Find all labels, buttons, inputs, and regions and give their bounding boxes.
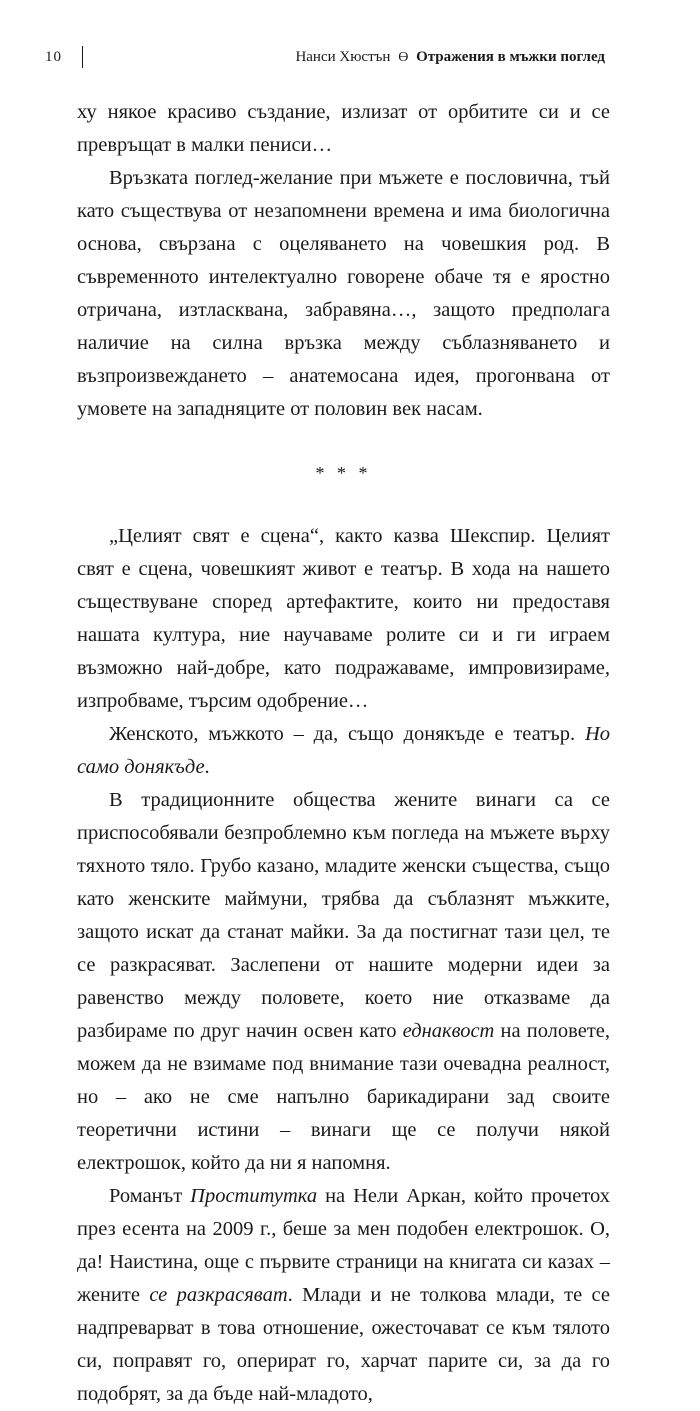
paragraphs-after-break (77, 520, 610, 1411)
page-body (77, 96, 610, 1411)
text-run: Женското, мъжкото – да, също донякъде е театър. (109, 723, 585, 745)
italic-text: се разкрасяват (149, 1284, 288, 1306)
page-number: 10 (45, 49, 62, 65)
paragraph-2: Връзката поглед-желание при мъжете е пословична, тъй като съществува от незапомнени времена и има биологична основа, свързана с оцеляването на човешкия род. В съвременното интелектуално говорене обаче тя е яростно отричана, изтласквана, забравяна…, защото предполага наличие на силна връзка между съблазняването и възпроизвеждането – анатемосана идея, прогонвана от умовете на западняците от половин век насам. (77, 167, 610, 420)
text-run: . Млади и не толкова млади, те се надпреварват в това отношение, ожесточават се към тялото си, поправят го, оперират го, харчат парите си, за да го подобрят, за да бъде най-младото, (77, 1284, 610, 1405)
text-run: „Целият свят е сцена“, както казва Шекспир. Целият свят е сцена, човешкият живот е театър. В хода на нашето съществуване според артефактите, които ни предоставя нашата култура, ние научаваме ролите си и ги играем възможно най-добре, като подражаваме, импровизираме, изпробваме, търсим одобрение… (77, 525, 610, 712)
header-separator: ϴ (398, 50, 409, 65)
text-run: на половете, можем да не взимаме под внимание тази очевадна реалност, но – ако не сме напълно барикадирани зад своите теоретични истини – винаги ще се получи някой електрошок, който да ни я напомня. (77, 1020, 611, 1174)
author-name: Нанси Хюстън (295, 49, 391, 65)
italic-text: Но само донякъде (77, 723, 610, 778)
book-title: Отражения в мъжки поглед (416, 49, 605, 65)
page-number-rule (82, 46, 83, 68)
running-header (45, 44, 605, 70)
paragraph-4 (77, 718, 610, 784)
paragraph-1: ху някое красиво създание, излизат от орбитите си и се превръщат в малки пениси… (77, 101, 610, 156)
paragraph-3 (77, 520, 610, 718)
text-run: на Нели Аркан, който прочетох през есента на 2009 г., беше за мен подобен електрошок. О, да! Наистина, още с първите страници на книгата си казах – жените (77, 1185, 610, 1306)
italic-text: еднаквост (402, 1020, 495, 1042)
italic-text: Проститутка (190, 1185, 318, 1207)
text-run: В традиционните общества жените винаги са се приспособявали безпроблемно към погледа на мъжете върху тяхното тяло. Грубо казано, младите женски същества, също като женските маймуни, трябва да съблазнят мъжките, защото искат да станат майки. За да постигнат тази цел, те се разкрасяват. Заслепени от нашите модерни идеи за равенство между половете, което ние отказваме да разбираме по друг начин освен като (77, 789, 610, 1042)
text-run: Романът (109, 1185, 191, 1207)
paragraph-5 (77, 784, 610, 1180)
running-head (295, 44, 605, 71)
section-break: * * * (315, 463, 372, 483)
paragraph-6 (77, 1180, 610, 1411)
text-run: . (204, 756, 210, 778)
